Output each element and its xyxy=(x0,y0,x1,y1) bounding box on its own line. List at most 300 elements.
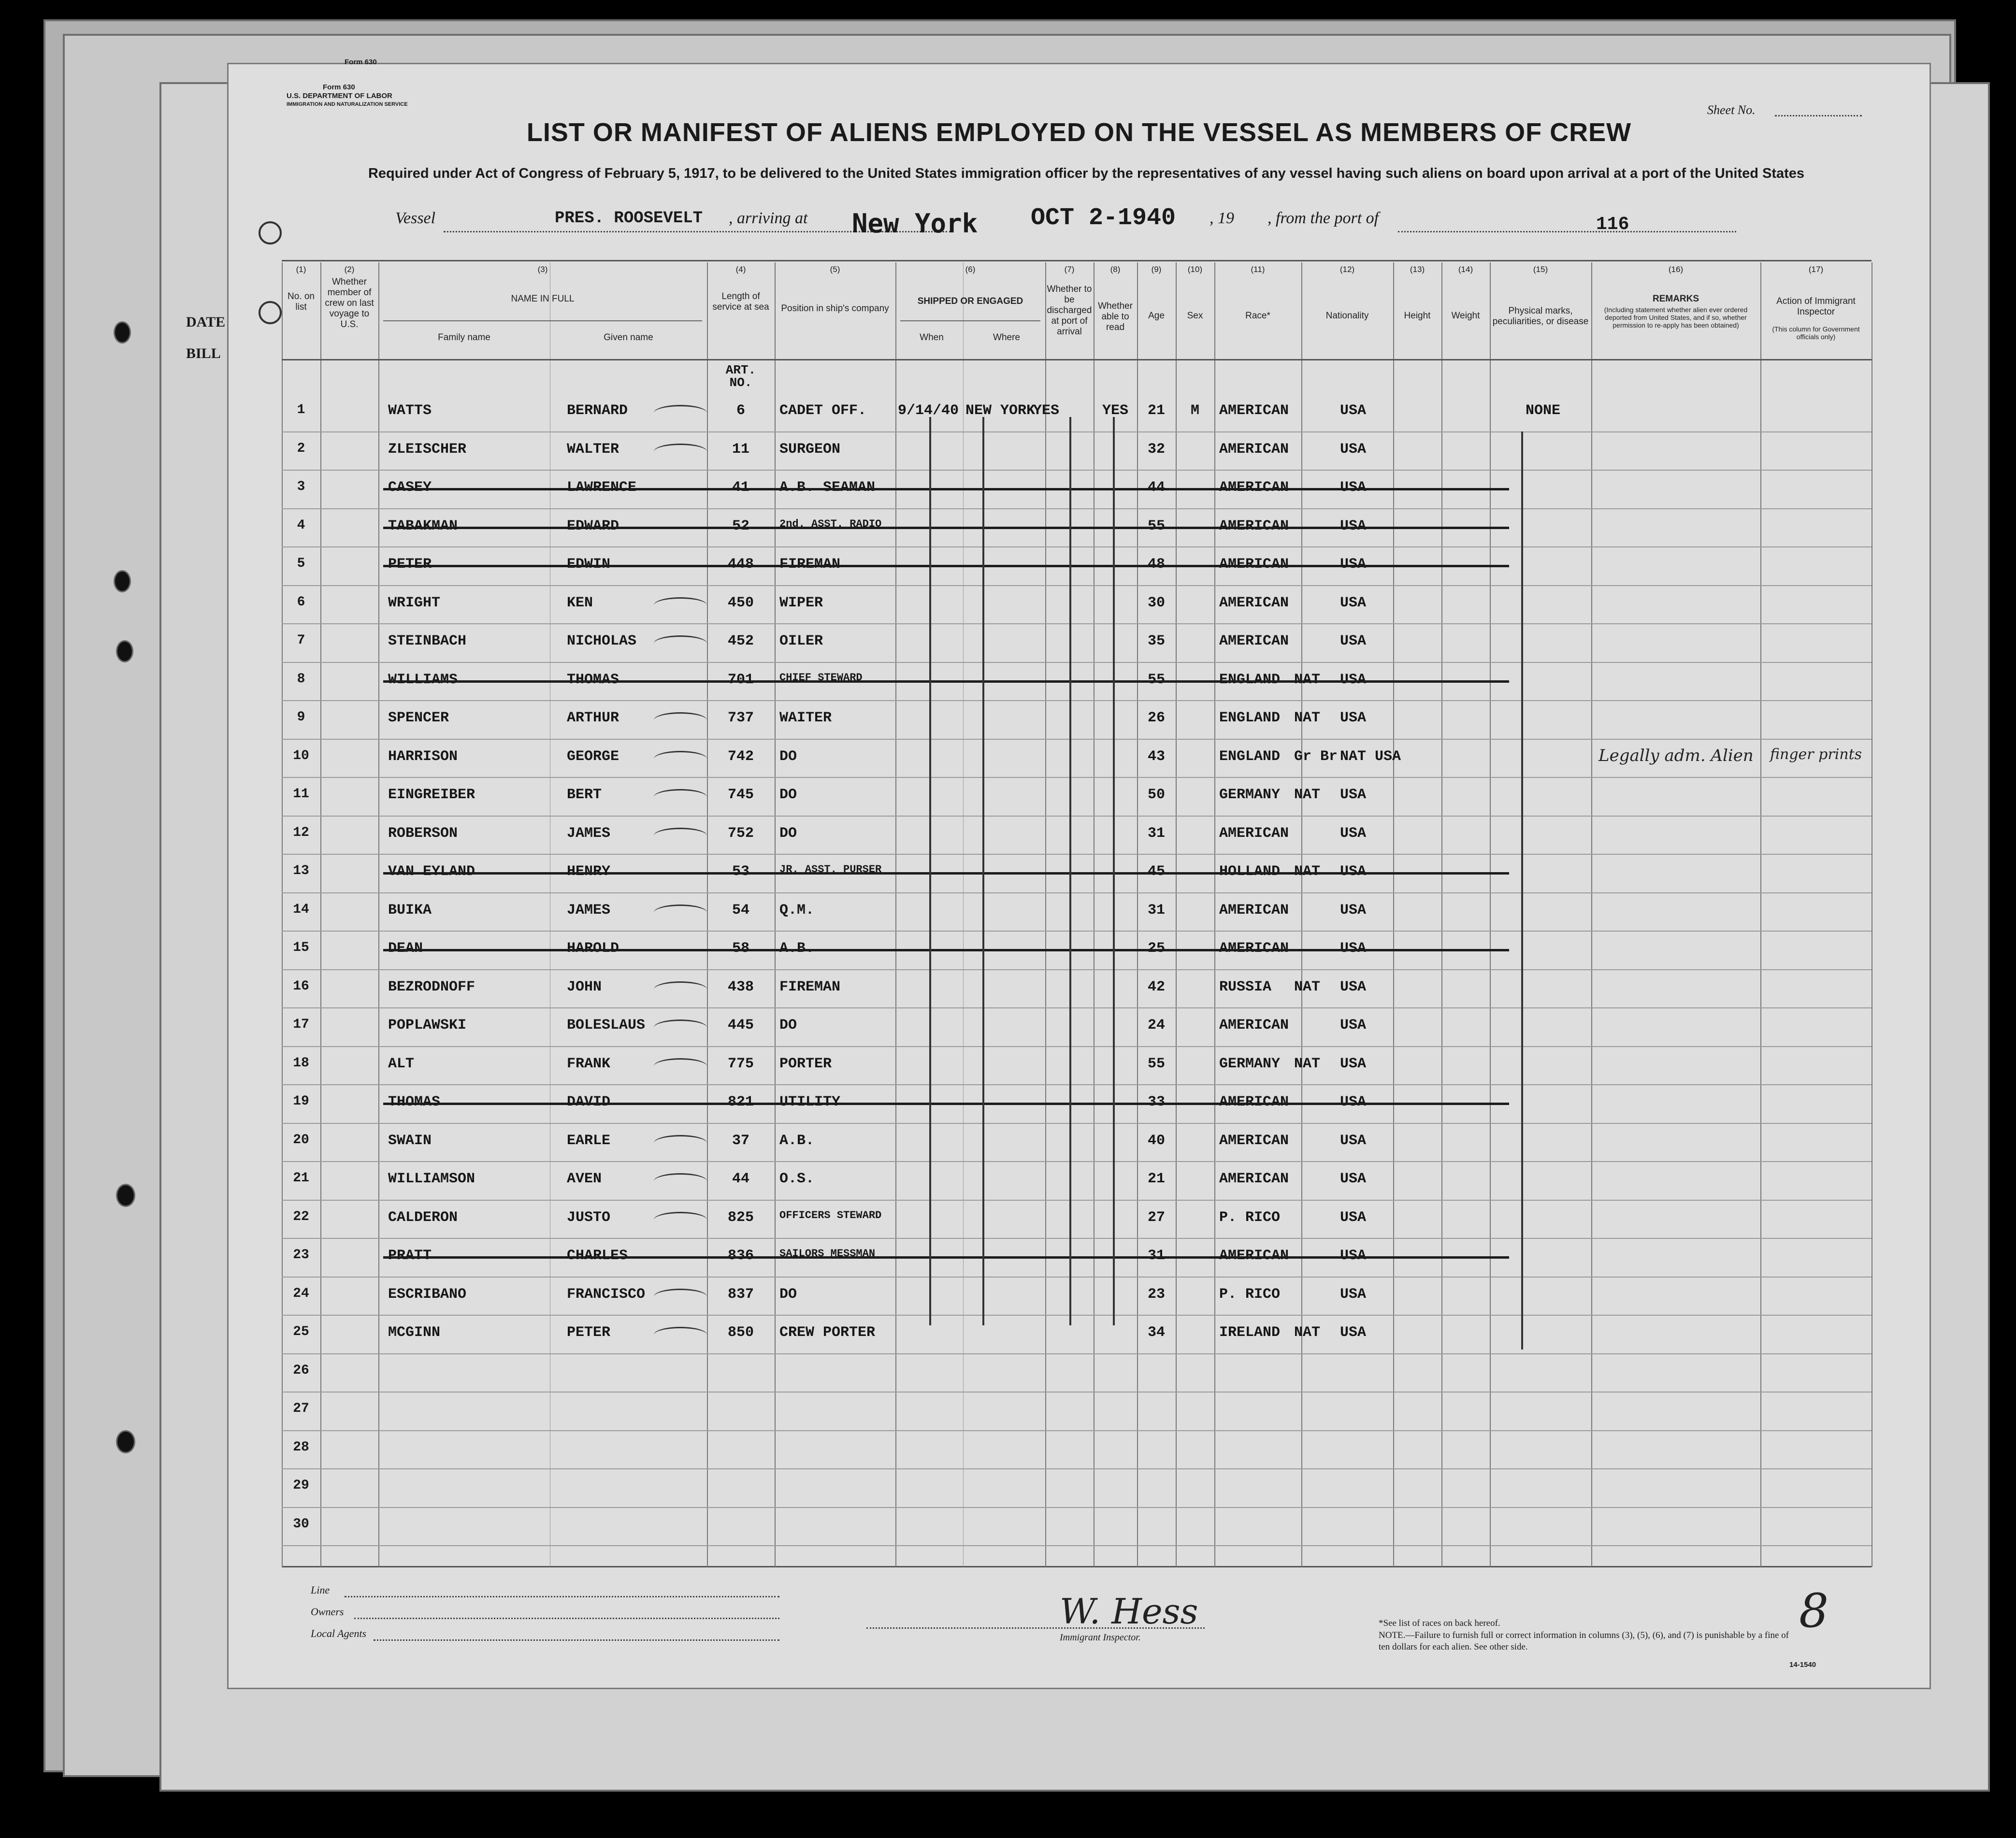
date-stamp: OCT 2-1940 xyxy=(1031,204,1176,232)
cell-no: 23 xyxy=(293,1248,309,1263)
row-rule xyxy=(282,1084,1872,1085)
cell-family: BEZRODNOFF xyxy=(388,978,475,995)
cell-given: GEORGE xyxy=(567,748,619,765)
row-rule xyxy=(282,1507,1872,1508)
cell-nationality: USA xyxy=(1340,787,1367,803)
row-rule xyxy=(282,470,1872,471)
cell-race2: NAT xyxy=(1294,787,1321,803)
cell-no: 7 xyxy=(297,633,305,648)
cell-position: DO xyxy=(779,825,797,842)
header-service: Length of service at sea xyxy=(712,291,769,312)
fine-note: NOTE.—Failure to furnish full or correct information in columns (3), (5), (6), and (7) is punishable by a fine of ten dollars for each alien. See other side. xyxy=(1379,1630,1789,1652)
cell-given: BERNARD xyxy=(567,402,628,419)
check-mark xyxy=(654,635,707,651)
cell-service: 54 xyxy=(732,902,749,919)
cell-position: FIREMAN xyxy=(779,556,841,573)
cell-no: 21 xyxy=(293,1171,309,1186)
cell-where: NEW YORK xyxy=(965,402,1036,419)
header-age: Age xyxy=(1148,311,1165,321)
footer-line-label: Line xyxy=(311,1584,330,1596)
cell-age: 25 xyxy=(1147,940,1165,957)
cell-position: A.B. xyxy=(779,940,815,957)
cell-family: CASEY xyxy=(388,479,432,496)
cell-given: HENRY xyxy=(567,863,611,880)
cell-family: STEINBACH xyxy=(388,633,467,649)
col-num: (11) xyxy=(1251,265,1265,274)
cell-no: 2 xyxy=(297,441,305,456)
cell-race: AMERICAN xyxy=(1219,902,1289,919)
cell-race: HOLLAND xyxy=(1219,863,1281,880)
col-num: (6) xyxy=(965,265,976,274)
cell-service: 752 xyxy=(727,825,754,842)
cell-family: PRATT xyxy=(388,1248,432,1264)
inspector-label: Immigrant Inspector. xyxy=(1060,1632,1141,1643)
cell-nationality: USA xyxy=(1340,1324,1367,1341)
row-rule xyxy=(282,854,1872,855)
department-name: U.S. DEPARTMENT OF LABOR xyxy=(287,92,392,100)
cell-race2: NAT xyxy=(1294,978,1321,995)
cell-family: WRIGHT xyxy=(388,594,441,611)
cell-no: 3 xyxy=(297,479,305,494)
footer-owners-rule xyxy=(354,1618,779,1619)
cell-race: GERMANY xyxy=(1219,787,1281,803)
row-rule xyxy=(282,892,1872,893)
cell-position: DO xyxy=(779,1286,797,1303)
cell-given: JUSTO xyxy=(567,1209,611,1226)
cell-when: 9/14/40 xyxy=(898,402,959,419)
page-mark: 8 xyxy=(1799,1584,1829,1638)
page-subtitle: Required under Act of Congress of February 5, 1917, to be delivered to the United States immigration officer by the representatives of any vessel having such aliens on board upon arrival at a port of the United States xyxy=(368,166,1805,181)
cell-age: 31 xyxy=(1147,825,1165,842)
cell-position: O.S. xyxy=(779,1171,815,1187)
cell-nationality: USA xyxy=(1340,556,1367,573)
cell-position: UTILITY xyxy=(779,1094,841,1110)
cell-no: 9 xyxy=(297,710,305,725)
cell-age: 32 xyxy=(1147,441,1165,458)
arriving-label: , arriving at xyxy=(729,209,808,227)
cell-position: WAITER xyxy=(779,710,832,726)
cell-nationality: USA xyxy=(1340,402,1367,419)
strike-through xyxy=(383,680,1509,683)
strike-through xyxy=(383,1103,1509,1105)
col-num: (13) xyxy=(1410,265,1425,274)
cell-service: 701 xyxy=(727,671,754,688)
cell-race: P. RICO xyxy=(1219,1286,1281,1303)
cell-nationality: USA xyxy=(1340,633,1367,649)
check-mark xyxy=(654,712,707,728)
row-rule xyxy=(282,700,1872,701)
cell-age: 21 xyxy=(1147,402,1165,419)
col-num: (15) xyxy=(1533,265,1548,274)
cell-nationality: USA xyxy=(1340,1017,1367,1034)
cell-age: 31 xyxy=(1147,902,1165,919)
shipped-subheader-rule xyxy=(900,320,1040,321)
header-name-in-full: NAME IN FULL xyxy=(511,294,575,304)
cell-race2: NAT xyxy=(1294,710,1321,726)
cell-race: AMERICAN xyxy=(1219,633,1289,649)
cell-family: CALDERON xyxy=(388,1209,458,1226)
header-physical-marks: Physical marks, peculiarities, or disease xyxy=(1492,306,1589,327)
cell-race: AMERICAN xyxy=(1219,1094,1289,1110)
cell-service: 775 xyxy=(727,1055,754,1072)
cell-position: OFFICERS STEWARD xyxy=(779,1209,882,1221)
cell-family: ROBERSON xyxy=(388,825,458,842)
ditto-line xyxy=(1113,417,1115,1325)
cell-position: CREW PORTER xyxy=(779,1324,876,1341)
cell-nationality: USA xyxy=(1340,1055,1367,1072)
cell-race: ENGLAND xyxy=(1219,748,1281,765)
cell-position: 2nd. ASST. RADIO xyxy=(779,517,882,530)
inspector-signature: W. Hess xyxy=(1060,1591,1198,1632)
cell-no: 30 xyxy=(293,1516,309,1532)
strike-through xyxy=(383,565,1509,567)
row-rule xyxy=(282,508,1872,509)
row-rule xyxy=(282,1277,1872,1278)
cell-sex: M xyxy=(1190,402,1199,419)
cell-given: EDWARD xyxy=(567,517,619,534)
header-able-to-read: Whether able to read xyxy=(1098,301,1133,332)
cell-given: EDWIN xyxy=(567,556,611,573)
header-discharged: Whether to be discharged at port of arrival xyxy=(1047,284,1092,337)
row-rule xyxy=(282,1238,1872,1239)
cell-nationality: USA xyxy=(1340,671,1367,688)
binder-hole xyxy=(114,570,131,592)
from-port-line xyxy=(1398,231,1736,232)
service-name: IMMIGRATION AND NATURALIZATION SERVICE xyxy=(287,101,408,107)
cell-race: ENGLAND xyxy=(1219,671,1281,688)
cell-service: 452 xyxy=(727,633,754,649)
cell-position: A.B. SEAMAN xyxy=(779,479,876,496)
cell-no: 13 xyxy=(293,863,309,878)
row-rule xyxy=(282,1007,1872,1008)
cell-position: DO xyxy=(779,1017,797,1034)
cell-no: 5 xyxy=(297,556,305,571)
row-rule xyxy=(282,1200,1872,1201)
row-rule xyxy=(282,1468,1872,1469)
cell-given: JAMES xyxy=(567,825,611,842)
row-rule xyxy=(282,969,1872,970)
check-mark xyxy=(654,444,707,460)
cell-no: 27 xyxy=(293,1401,309,1416)
cell-position: SURGEON xyxy=(779,441,841,458)
cell-age: 30 xyxy=(1147,594,1165,611)
cell-family: WILLIAMSON xyxy=(388,1171,475,1187)
cell-age: 27 xyxy=(1147,1209,1165,1226)
row-rule xyxy=(282,931,1872,932)
cell-family: SWAIN xyxy=(388,1132,432,1149)
check-mark xyxy=(654,1135,707,1151)
col-divider xyxy=(1441,262,1442,1567)
header-inspector-action: Action of Immigrant Inspector xyxy=(1776,296,1856,317)
check-mark xyxy=(654,828,707,844)
cell-no: 11 xyxy=(293,787,309,802)
footer-agents-rule xyxy=(374,1639,779,1641)
row-rule xyxy=(282,1046,1872,1047)
ditto-line xyxy=(1069,417,1071,1325)
col-divider xyxy=(378,262,379,1567)
col-num: (10) xyxy=(1187,265,1203,274)
binder-hole xyxy=(116,1430,135,1453)
cell-no: 10 xyxy=(293,748,309,763)
cell-no: 22 xyxy=(293,1209,309,1224)
strike-through xyxy=(383,872,1509,875)
cell-age: 21 xyxy=(1147,1171,1165,1187)
col-divider xyxy=(895,262,896,1567)
cell-given: CHARLES xyxy=(567,1248,628,1264)
cell-given: JAMES xyxy=(567,902,611,919)
col-num: (8) xyxy=(1110,265,1121,274)
cell-nationality: USA xyxy=(1340,594,1367,611)
strike-through xyxy=(383,527,1509,529)
row-rule xyxy=(282,1315,1872,1316)
cell-no: 4 xyxy=(297,517,305,533)
manifest-sheet xyxy=(227,58,1931,1689)
cell-family: WATTS xyxy=(388,402,432,419)
cell-no: 12 xyxy=(293,825,309,840)
form-number-top: Form 630 xyxy=(345,58,377,66)
col-num: (2) xyxy=(344,265,355,274)
col-num: (17) xyxy=(1808,265,1824,274)
row-rule xyxy=(282,1161,1872,1162)
ditto-line xyxy=(982,417,984,1325)
cell-position: Q.M. xyxy=(779,902,815,919)
header-no-on-list: No. on list xyxy=(288,291,315,312)
cell-no: 24 xyxy=(293,1286,309,1301)
name-subheader-rule xyxy=(383,320,702,321)
check-mark xyxy=(654,1020,707,1035)
header-nationality: Nationality xyxy=(1325,311,1369,321)
cell-given: NICHOLAS xyxy=(567,633,637,649)
cell-no: 6 xyxy=(297,594,305,610)
cell-family: BUIKA xyxy=(388,902,432,919)
punch-hole xyxy=(259,221,282,244)
cell-family: PETER xyxy=(388,556,432,573)
cell-race2: NAT xyxy=(1294,1324,1321,1341)
cell-service: 11 xyxy=(732,441,749,458)
strike-through xyxy=(383,949,1509,951)
cell-no: 18 xyxy=(293,1055,309,1071)
cell-nationality: USA xyxy=(1340,1171,1367,1187)
cell-family: POPLAWSKI xyxy=(388,1017,467,1034)
cell-race: AMERICAN xyxy=(1219,825,1289,842)
check-mark xyxy=(654,405,707,421)
vessel-name: PRES. ROOSEVELT xyxy=(555,209,703,228)
cell-family: ZLEISCHER xyxy=(388,441,467,458)
cell-position: A.B. xyxy=(779,1132,815,1149)
col-divider xyxy=(1176,262,1177,1567)
header-height: Height xyxy=(1404,311,1431,321)
cell-given: EARLE xyxy=(567,1132,611,1149)
col-divider xyxy=(1393,262,1394,1567)
cell-position: OILER xyxy=(779,633,823,649)
header-where: Where xyxy=(993,332,1020,343)
side-label-date: DATE xyxy=(186,314,226,330)
row-rule xyxy=(282,1430,1872,1431)
cell-family: SPENCER xyxy=(388,710,449,726)
from-port-label: , from the port of xyxy=(1267,209,1379,227)
cell-given: HAROLD xyxy=(567,940,619,957)
col-divider xyxy=(1045,262,1046,1567)
header-weight: Weight xyxy=(1451,311,1480,321)
cell-position: JR. ASST. PURSER xyxy=(779,863,882,876)
cell-race2: Gr Br xyxy=(1294,748,1338,765)
cell-family: TABAKMAN xyxy=(388,517,458,534)
col-divider xyxy=(775,262,776,1567)
footer-print-code: 14-1540 xyxy=(1789,1661,1816,1669)
cell-position: WIPER xyxy=(779,594,823,611)
row-rule xyxy=(282,1353,1872,1354)
cell-no: 28 xyxy=(293,1439,309,1455)
cell-race: IRELAND xyxy=(1219,1324,1281,1341)
cell-family: ESCRIBANO xyxy=(388,1286,467,1303)
cell-service: 850 xyxy=(727,1324,754,1341)
cell-nationality: USA xyxy=(1340,978,1367,995)
cell-race: AMERICAN xyxy=(1219,556,1289,573)
cell-given: LAWRENCE xyxy=(567,479,637,496)
header-bottom-rule xyxy=(282,359,1872,360)
cell-race: AMERICAN xyxy=(1219,1171,1289,1187)
row-rule xyxy=(282,777,1872,778)
cell-race: AMERICAN xyxy=(1219,1132,1289,1149)
cell-no: 8 xyxy=(297,671,305,687)
cell-nationality: USA xyxy=(1340,1248,1367,1264)
cell-nationality: USA xyxy=(1340,517,1367,534)
vessel-label: Vessel xyxy=(395,209,436,227)
cell-age: 50 xyxy=(1147,787,1165,803)
row-rule xyxy=(282,662,1872,663)
art-no-label: ART. NO. xyxy=(725,363,756,390)
arrival-port: New York xyxy=(852,208,978,239)
cell-family: MCGINN xyxy=(388,1324,441,1341)
cell-race: AMERICAN xyxy=(1219,940,1289,957)
cell-nationality: USA xyxy=(1340,902,1367,919)
row-rule xyxy=(282,1392,1872,1393)
cell-given: DAVID xyxy=(567,1094,611,1110)
cell-race: AMERICAN xyxy=(1219,594,1289,611)
cell-no: 14 xyxy=(293,902,309,917)
cell-service: 44 xyxy=(732,1171,749,1187)
row-rule xyxy=(282,1123,1872,1124)
cell-no: 29 xyxy=(293,1478,309,1493)
cell-inspector-action: finger prints xyxy=(1770,746,1862,763)
punch-hole xyxy=(259,301,282,324)
cell-age: 42 xyxy=(1147,978,1165,995)
cell-service: 37 xyxy=(732,1132,749,1149)
cell-nationality: USA xyxy=(1340,1132,1367,1149)
binder-hole xyxy=(116,1184,135,1207)
cell-age: 40 xyxy=(1147,1132,1165,1149)
cell-given: BOLESLAUS xyxy=(567,1017,646,1034)
cell-service: 438 xyxy=(727,978,754,995)
cell-discharged: YES xyxy=(1033,402,1060,419)
header-remarks: REMARKS xyxy=(1652,294,1699,304)
cell-race2: NAT xyxy=(1294,863,1321,880)
cell-position: SAILORS MESSMAN xyxy=(779,1248,876,1260)
cell-age: 35 xyxy=(1147,633,1165,649)
cell-given: AVEN xyxy=(567,1171,602,1187)
cell-no: 20 xyxy=(293,1132,309,1148)
cell-race: AMERICAN xyxy=(1219,1248,1289,1264)
cell-service: 837 xyxy=(727,1286,754,1303)
races-note: *See list of races on back hereof. xyxy=(1379,1618,1500,1628)
col-divider xyxy=(963,262,964,1567)
col-divider xyxy=(1490,262,1491,1567)
header-given-name: Given name xyxy=(604,332,653,343)
header-position: Position in ship's company xyxy=(781,303,889,314)
header-shipped: SHIPPED OR ENGAGED xyxy=(917,296,1023,306)
cell-marks: NONE xyxy=(1525,402,1560,419)
cell-race: RUSSIA xyxy=(1219,978,1272,995)
cell-family: THOMAS xyxy=(388,1094,441,1110)
form-number: Form 630 xyxy=(323,83,355,91)
row-rule xyxy=(282,431,1872,432)
cell-race: AMERICAN xyxy=(1219,1017,1289,1034)
cell-given: BERT xyxy=(567,787,602,803)
cell-family: WILLIAMS xyxy=(388,671,458,688)
binder-hole xyxy=(114,321,131,344)
header-family-name: Family name xyxy=(438,332,490,343)
ditto-line xyxy=(929,417,931,1325)
cell-race: P. RICO xyxy=(1219,1209,1281,1226)
cell-no: 17 xyxy=(293,1017,309,1032)
cell-nationality: USA xyxy=(1340,1286,1367,1303)
col-divider xyxy=(1591,262,1592,1567)
cell-nationality: NAT USA xyxy=(1340,748,1401,765)
cell-no: 26 xyxy=(293,1363,309,1378)
cell-race2: NAT xyxy=(1294,1055,1321,1072)
cell-race: AMERICAN xyxy=(1219,402,1289,419)
page-title: LIST OR MANIFEST OF ALIENS EMPLOYED ON THE VESSEL AS MEMBERS OF CREW xyxy=(526,118,1632,147)
cell-age: 23 xyxy=(1147,1286,1165,1303)
header-inspector-note: (This column for Government officials only) xyxy=(1772,325,1860,341)
cell-nationality: USA xyxy=(1340,441,1367,458)
cell-service: 445 xyxy=(727,1017,754,1034)
cell-service: 52 xyxy=(732,517,749,534)
cell-family: DEAN xyxy=(388,940,423,957)
cell-age: 34 xyxy=(1147,1324,1165,1341)
check-mark xyxy=(654,597,707,613)
cell-position: CHIEF STEWARD xyxy=(779,671,863,684)
cell-family: ALT xyxy=(388,1055,415,1072)
check-mark xyxy=(654,1212,707,1228)
check-mark xyxy=(654,1173,707,1189)
cell-nationality: USA xyxy=(1340,940,1367,957)
cell-age: 24 xyxy=(1147,1017,1165,1034)
row-rule xyxy=(282,585,1872,586)
cell-given: PETER xyxy=(567,1324,611,1341)
row-rule xyxy=(282,816,1872,817)
col-num: (5) xyxy=(830,265,840,274)
sheet-number-line xyxy=(1775,115,1862,116)
check-mark xyxy=(654,981,707,997)
cell-age: 45 xyxy=(1147,863,1165,880)
cell-age: 44 xyxy=(1147,479,1165,496)
col-num: (4) xyxy=(735,265,746,274)
cell-race: AMERICAN xyxy=(1219,441,1289,458)
cell-no: 16 xyxy=(293,978,309,994)
footer-agents-label: Local Agents xyxy=(311,1627,367,1639)
check-mark xyxy=(654,789,707,805)
cell-nationality: USA xyxy=(1340,825,1367,842)
sheet-number-label: Sheet No. xyxy=(1707,103,1756,117)
col-divider xyxy=(1301,262,1302,1567)
col-divider xyxy=(1760,262,1761,1567)
cell-service: 41 xyxy=(732,479,749,496)
cell-age: 55 xyxy=(1147,671,1165,688)
cell-service: 448 xyxy=(727,556,754,573)
col-divider xyxy=(320,262,321,1567)
cell-service: 53 xyxy=(732,863,749,880)
